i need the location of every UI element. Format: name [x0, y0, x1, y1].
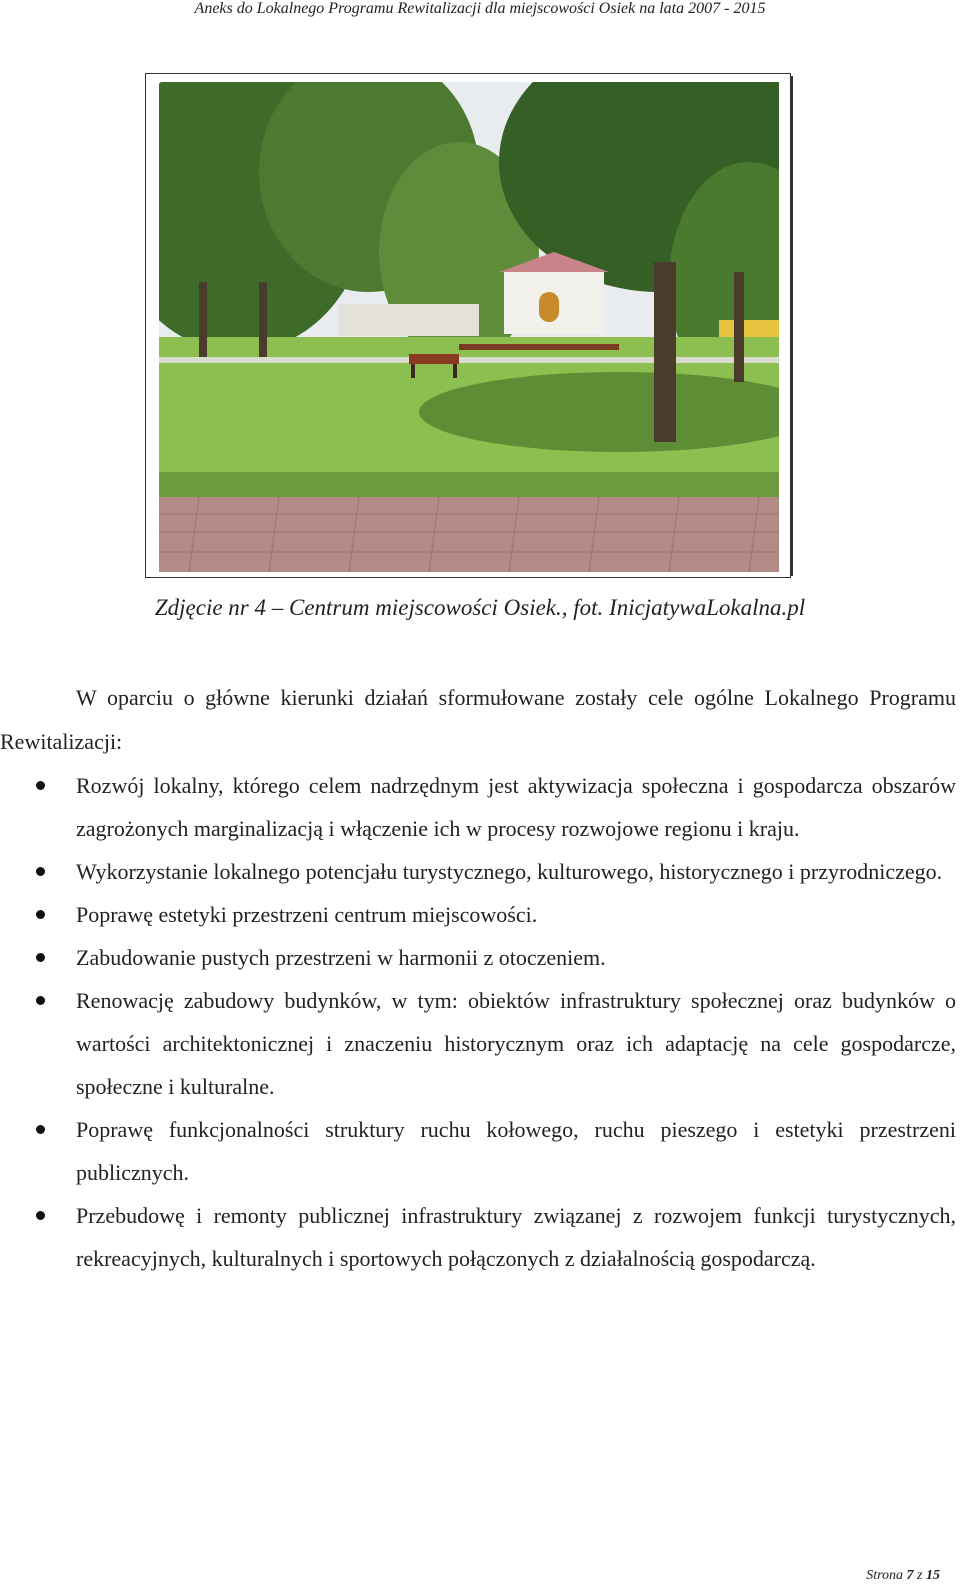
bullet-icon	[36, 996, 45, 1005]
page-number: 7	[906, 1568, 914, 1583]
bullet-icon	[36, 781, 45, 790]
list-item	[0, 979, 956, 1108]
goals-list	[0, 764, 956, 1280]
bullet-icon	[36, 1211, 45, 1220]
bullet-icon	[36, 953, 45, 962]
list-item-text: Wykorzystanie lokalnego potencjału turystycznego, kulturowego, historycznego i przyrodniczego.	[76, 859, 943, 884]
list-item	[0, 850, 956, 893]
list-item	[0, 936, 956, 979]
photo-caption: Zdjęcie nr 4 – Centrum miejscowości Osiek., fot. InicjatywaLokalna.pl	[154, 595, 806, 620]
bullet-icon	[36, 910, 45, 919]
list-item-text: Poprawę funkcjonalności struktury ruchu kołowego, ruchu pieszego i estetyki przestrzeni publicznych.	[76, 1117, 956, 1185]
photo-frame	[145, 73, 791, 578]
list-item-text: Poprawę estetyki przestrzeni centrum miejscowości.	[76, 902, 538, 927]
park-photo	[159, 82, 779, 572]
bullet-icon	[36, 867, 45, 876]
bullet-icon	[36, 1125, 45, 1134]
footer-of: z	[917, 1568, 923, 1583]
list-item-text: Przebudowę i remonty publicznej infrastruktury związanej z rozwojem funkcji turystycznych, rekreacyjnych, kulturalnych i sportowych połączonych z działalnością gospodarczą.	[76, 1203, 956, 1271]
park-scene-illustration	[159, 82, 779, 572]
list-item	[0, 893, 956, 936]
page-header: Aneks do Lokalnego Programu Rewitalizacji dla miejscowości Osiek na lata 2007 - 2015	[194, 0, 766, 17]
page-total: 15	[926, 1568, 940, 1583]
list-item-text: Zabudowanie pustych przestrzeni w harmonii z otoczeniem.	[76, 945, 606, 970]
footer-prefix: Strona	[866, 1568, 904, 1583]
list-item-text: Renowację zabudowy budynków, w tym: obiektów infrastruktury społecznej oraz budynków o wartości architektonicznej i znaczeniu historycznym oraz ich adaptację na cele gospodarcze, społeczne i kulturalne.	[76, 988, 956, 1099]
list-item-text: Rozwój lokalny, którego celem nadrzędnym jest aktywizacja społeczna i gospodarcza obszarów zagrożonych marginalizacją i włączenie ich w procesy rozwojowe regionu i kraju.	[76, 773, 956, 841]
list-item	[0, 1194, 956, 1280]
list-item	[0, 1108, 956, 1194]
intro-paragraph: W oparciu o główne kierunki działań sformułowane zostały cele ogólne Lokalnego Programu Rewitalizacji:	[0, 685, 956, 754]
list-item	[0, 764, 956, 850]
page-footer	[866, 1568, 940, 1584]
